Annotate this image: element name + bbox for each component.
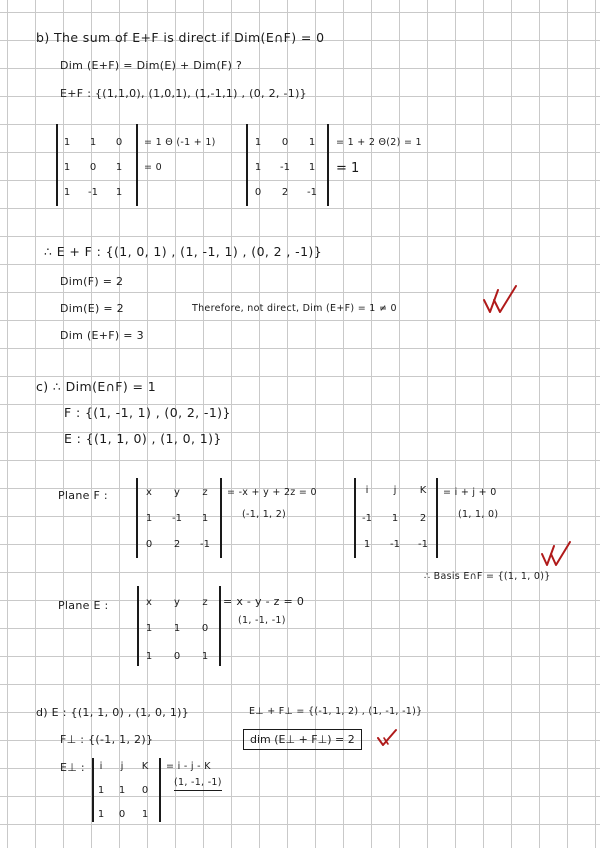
part-b-heading: b) The sum of E+F is direct if Dim(E∩F) = 0 xyxy=(36,30,325,45)
e-perp-cell: K xyxy=(141,761,149,772)
plane-e-cell: y xyxy=(174,597,180,608)
plane-e-cell: 1 xyxy=(145,651,153,662)
plane-e-cell: 1 xyxy=(173,623,181,634)
plane-f-cell: z xyxy=(202,487,208,498)
cross-cell: i xyxy=(365,485,369,496)
plane-e-cell: 0 xyxy=(173,651,181,662)
det1-cell: 1 xyxy=(115,162,123,173)
plane-e-label: Plane E : xyxy=(58,599,109,612)
det1-right-bar xyxy=(136,124,138,206)
f-perp: F⊥ : {(-1, 1, 2)} xyxy=(60,733,154,746)
dim-e: Dim(E) = 2 xyxy=(60,302,124,315)
det2-right-bar xyxy=(327,124,329,206)
e-perp-equation: = i - j - K xyxy=(166,761,211,772)
sum-set: E+F : {(1,1,0), (1,0,1), (1,-1,1) , (0, 2, -1)} xyxy=(60,87,307,100)
plane-f-normal: (-1, 1, 2) xyxy=(242,509,287,520)
part-c-heading: c) ∴ Dim(E∩F) = 1 xyxy=(36,379,157,394)
cross-cell: 2 xyxy=(419,513,427,524)
det1-cell: 0 xyxy=(115,137,123,148)
plane-e-cell: 0 xyxy=(201,623,209,634)
e-perp-cell: 0 xyxy=(141,785,149,796)
cross-cell: 1 xyxy=(391,513,399,524)
det1-result-2: = 0 xyxy=(144,162,162,173)
plane-e-cell: 1 xyxy=(145,623,153,634)
part-d-heading: d) E : {(1, 1, 0) , (1, 0, 1)} xyxy=(36,706,190,719)
det2-cell: 1 xyxy=(254,137,262,148)
det2-cell: 1 xyxy=(254,162,262,173)
plane-f-equation: = -x + y + 2z = 0 xyxy=(227,487,317,498)
e-perp-cell: 1 xyxy=(118,785,126,796)
cross-equation: = i + j + 0 xyxy=(443,487,497,498)
e-perp-cell: 1 xyxy=(97,809,105,820)
det1-result-1: = 1 Θ (-1 + 1) xyxy=(144,137,216,148)
cross-cell: j xyxy=(393,485,397,496)
f-basis: F : {(1, -1, 1) , (0, 2, -1)} xyxy=(64,405,231,420)
e-perp-cell: 1 xyxy=(97,785,105,796)
plane-f-cell: x xyxy=(146,487,152,498)
basis-intersection: ∴ Basis E∩F = {(1, 1, 0)} xyxy=(424,571,551,582)
dim-e-plus-f: Dim (E+F) = 3 xyxy=(60,329,144,342)
cross-cell: -1 xyxy=(362,513,372,524)
det2-cell: 1 xyxy=(308,162,316,173)
boxed-dimension-result: dim (E⊥ + F⊥) = 2 xyxy=(243,729,362,750)
plane-e-normal: (1, -1, -1) xyxy=(238,615,286,626)
plane-e-cell: z xyxy=(202,597,208,608)
e-basis: E : {(1, 1, 0) , (1, 0, 1)} xyxy=(64,431,222,446)
double-check-mark-icon xyxy=(540,540,576,570)
plane-f-label: Plane F : xyxy=(58,489,108,502)
dim-f: Dim(F) = 2 xyxy=(60,275,124,288)
cross-cell: 1 xyxy=(363,539,371,550)
det2-cell: -1 xyxy=(280,162,290,173)
therefore-statement: Therefore, not direct, Dim (E+F) = 1 ≠ 0 xyxy=(192,303,397,314)
det2-cell: 0 xyxy=(281,137,289,148)
plane-e-cell: x xyxy=(146,597,152,608)
det2-cell: 2 xyxy=(281,187,289,198)
plane-e-cell: 1 xyxy=(201,651,209,662)
det1-cell: 1 xyxy=(63,137,71,148)
det1-cell: 1 xyxy=(89,137,97,148)
e-perp-cell: 1 xyxy=(141,809,149,820)
cross-cell: K xyxy=(419,485,427,496)
det1-cell: 0 xyxy=(89,162,97,173)
e-perp-cell: j xyxy=(120,761,124,772)
plane-f-cell: 1 xyxy=(145,513,153,524)
det2-cell: -1 xyxy=(307,187,317,198)
e-perp-label: E⊥ : xyxy=(60,761,85,774)
cross-cell: -1 xyxy=(390,539,400,550)
plane-f-cell: 0 xyxy=(145,539,153,550)
plane-e-equation: = x - y - z = 0 xyxy=(223,595,305,608)
e-perp-cell: i xyxy=(99,761,103,772)
plane-f-cell: 1 xyxy=(201,513,209,524)
det1-cell: -1 xyxy=(88,187,98,198)
plane-f-cell: -1 xyxy=(172,513,182,524)
det1-cell: 1 xyxy=(63,187,71,198)
e-perp-cell: 0 xyxy=(118,809,126,820)
dimension-question: Dim (E+F) = Dim(E) + Dim(F) ? xyxy=(60,59,243,72)
plane-f-cell: 2 xyxy=(173,539,181,550)
sum-basis: ∴ E + F : {(1, 0, 1) , (1, -1, 1) , (0, 2 , -1)} xyxy=(44,244,323,259)
double-check-mark-icon xyxy=(482,284,522,318)
check-mark-icon xyxy=(376,728,400,748)
plane-f-cell: -1 xyxy=(200,539,210,550)
plane-f-cell: y xyxy=(174,487,180,498)
det2-cell: 1 xyxy=(308,137,316,148)
det1-cell: 1 xyxy=(63,162,71,173)
det2-cell: 0 xyxy=(254,187,262,198)
det1-cell: 1 xyxy=(115,187,123,198)
e-perp-result: (1, -1, -1) xyxy=(174,778,222,791)
perp-sum: E⊥ + F⊥ = {(-1, 1, 2) , (1, -1, -1)} xyxy=(249,706,423,717)
cross-cell: -1 xyxy=(418,539,428,550)
cross-result: (1, 1, 0) xyxy=(458,509,499,520)
det2-result-2: = 1 xyxy=(336,161,360,176)
plane-f-right-bar xyxy=(220,478,222,558)
det2-result-1: = 1 + 2 Θ(2) = 1 xyxy=(336,137,422,148)
